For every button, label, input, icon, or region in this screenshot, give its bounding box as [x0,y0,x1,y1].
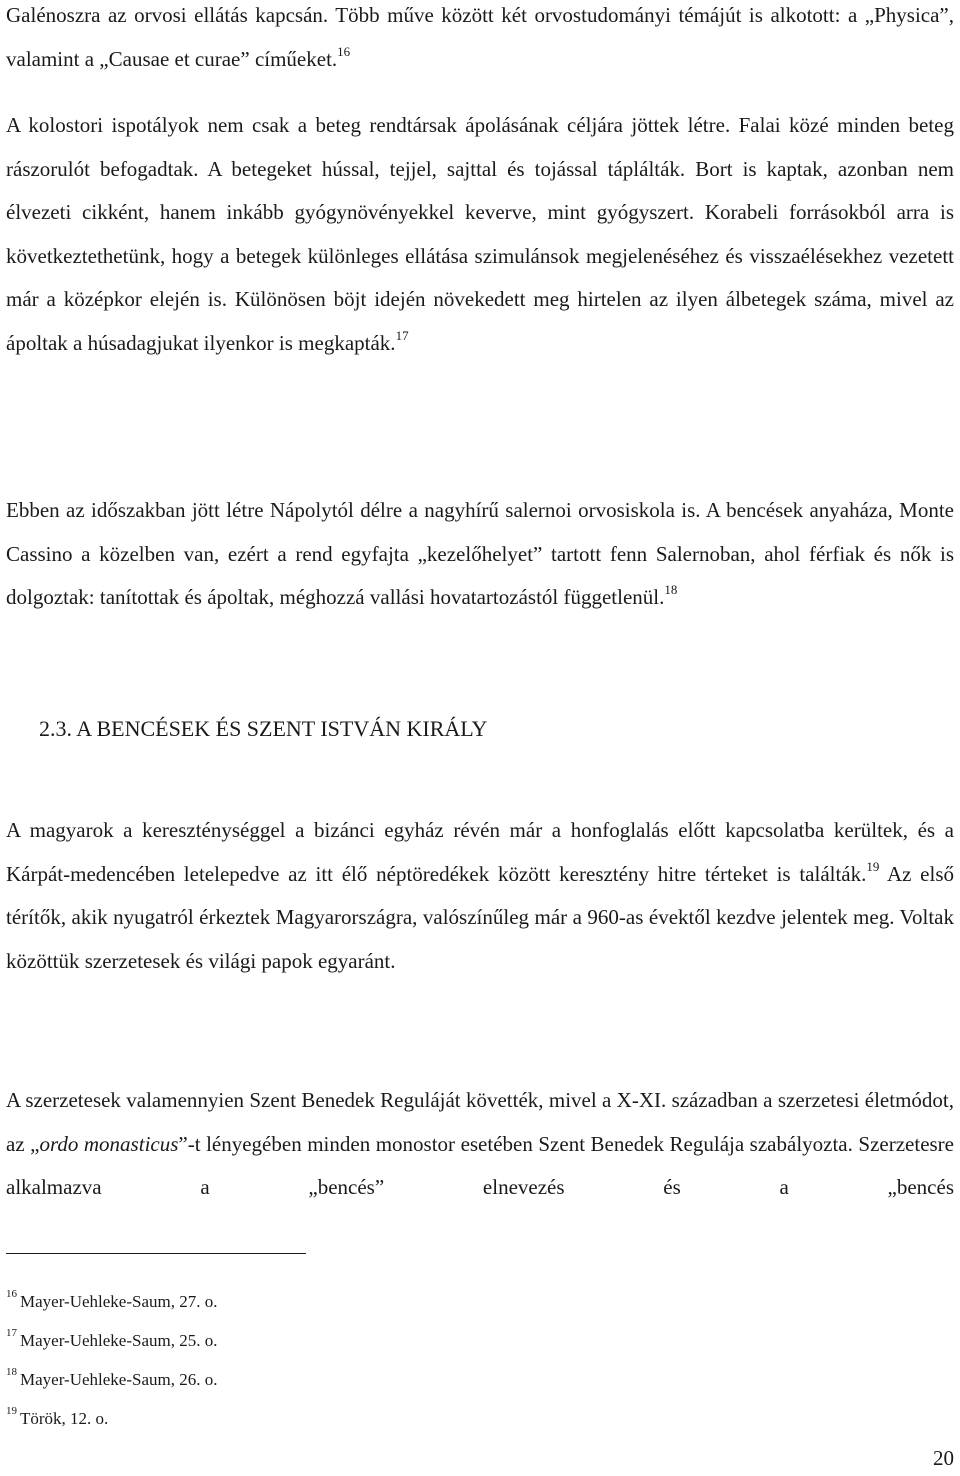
page-number: 20 [933,1446,954,1470]
footnote-ref-18: 18 [664,582,678,597]
italic-term: ordo monasticus [39,1131,179,1156]
footnote-text: Török, 12. o. [20,1409,109,1428]
paragraph-text-continued: Az első térítők, akik nyugatról érkeztek Magyarországra, valószínűleg már a 960-as évektől kezdve jelentek meg. Voltak közöttük szerzetesek és világi papok egyaránt. [6,861,955,973]
footnote-ref-16: 16 [337,43,351,59]
footnote-ref-17: 17 [395,327,409,343]
footnote-text: Mayer-Uehleke-Saum, 27. o. [20,1292,218,1311]
paragraph-text: Ebben az időszakban jött létre Nápolytól délre a nagyhírű salernoi orvosiskola is. A bencések anyaháza, Monte Cassino a közelben van, ezért a rend egyfajta „kezelőhelyet” tartott fenn Salernoban, ahol férfiak és nők is dolgoztak: tanítottak és ápoltak, méghozzá vallási hovatartozástól függetlenül. [6,498,954,609]
footnote-number: 18 [6,1366,17,1379]
footnote-number: 16 [6,1288,17,1301]
paragraph-text: A kolostori ispotályok nem csak a beteg rendtársak ápolásának céljára jöttek létre. Falai közé minden beteg rászorulót befogadtak. A betegeket hússal, tejjel, sajttal és tojással táplálták. Bort is kaptak, azonban nem élvezeti cikként, hanem inkább gyógynövényekkel keverve, mint gyógyszert. Korabeli forrásokból arra is következtethetünk, hogy a betegek különleges ellátása szimulánsok megjelenéséhez és visszaélésekhez vezetett már a középkor elején is. Különösen böjt idején növekedett meg hirtelen az ilyen álbetegek száma, mivel az ápoltak a húsadagjukat ilyenkor is megkapták. [6,113,954,355]
paragraph-text: A szerzetesek valamennyien Szent Benedek Reguláját követték, mivel a X-XI. században a szerzetesi életmódot, az „ [6,1088,954,1156]
footnote-17 [6,1327,218,1351]
paragraph-szerzetesek [6,1079,954,1210]
section-heading: 2.3. A BENCÉSEK ÉS SZENT ISTVÁN KIRÁLY [39,716,488,741]
paragraph-galenos [6,0,954,81]
footnote-16 [6,1288,218,1312]
paragraph-text: A magyarok a kereszténységgel a bizánci egyház révén már a honfoglalás előtt kapcsolatba kerültek, és a Kárpát-medencében letelepedve az itt élő néptöredékek között keresztény hitre térteket is találták. [6,818,954,886]
footnote-18 [6,1366,218,1390]
footnote-text: Mayer-Uehleke-Saum, 25. o. [20,1331,218,1350]
paragraph-ispotalyok [6,104,954,365]
footnote-text: Mayer-Uehleke-Saum, 26. o. [20,1370,218,1389]
paragraph-magyarok [6,809,954,983]
footnote-separator [6,1253,306,1254]
paragraph-salerno [6,489,954,620]
footnote-ref-19: 19 [866,858,880,874]
footnote-19 [6,1405,109,1429]
footnote-number: 19 [6,1405,17,1418]
footnote-number: 17 [6,1327,17,1340]
paragraph-text-continued: ”-t lényegében minden monostor esetében Szent Benedek Regulája szabályozta. Szerzetesre alkalmazva a „bencés” elnevezés és a „bencés [6,1131,954,1199]
paragraph-text: Galénoszra az orvosi ellátás kapcsán. Több műve között két orvostudományi témájút is alkotott: a „Physica”, valamint a „Causae et curae” címűeket. [6,3,954,71]
